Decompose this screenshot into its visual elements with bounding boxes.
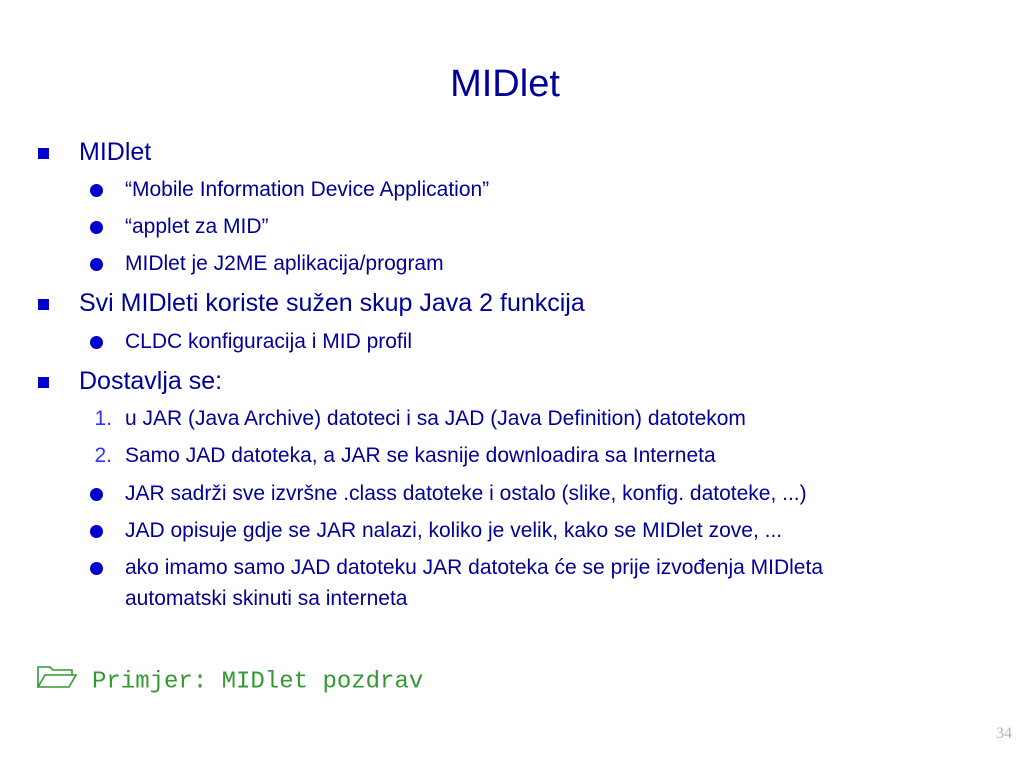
list-item bbox=[0, 443, 1024, 469]
page-number: 34 bbox=[996, 725, 1012, 742]
slide-title: MIDlet bbox=[450, 63, 560, 105]
round-bullet-icon bbox=[90, 562, 103, 575]
example-link-text: Primjer: MIDlet pozdrav bbox=[92, 668, 424, 696]
list-item bbox=[0, 177, 1024, 203]
list-item-text: JAR sadrži sve izvršne .class datoteke i ostalo (slike, konfig. datoteke, ...) bbox=[125, 482, 807, 505]
folder-icon bbox=[36, 663, 78, 699]
list-item bbox=[0, 214, 1024, 240]
list-item bbox=[0, 137, 1024, 167]
square-bullet-icon bbox=[38, 299, 49, 310]
list-item bbox=[0, 288, 1024, 318]
list-item bbox=[0, 251, 1024, 277]
list-item-text: “Mobile Information Device Application” bbox=[125, 178, 490, 201]
list-item-text: ako imamo samo JAD datoteku JAR datoteka će se prije izvođenja MIDleta bbox=[125, 556, 823, 579]
list-item-text: u JAR (Java Archive) datoteci i sa JAD (Java Definition) datotekom bbox=[125, 407, 746, 430]
list-item-text: CLDC konfiguracija i MID profil bbox=[125, 330, 413, 353]
list-item bbox=[0, 406, 1024, 432]
round-bullet-icon bbox=[90, 488, 103, 501]
list-item-text: Svi MIDleti koriste sužen skup Java 2 funkcija bbox=[79, 289, 585, 317]
square-bullet-icon bbox=[38, 377, 49, 388]
list-item bbox=[0, 329, 1024, 355]
list-item-number: 2. bbox=[94, 444, 112, 467]
list-item-text: MIDlet bbox=[79, 138, 152, 166]
list-item-text: Samo JAD datoteka, a JAR se kasnije downloadira sa Interneta bbox=[125, 444, 716, 467]
round-bullet-icon bbox=[90, 184, 103, 197]
list-item bbox=[0, 555, 1024, 613]
list-item-text: “applet za MID” bbox=[125, 215, 269, 238]
list-item-text: JAD opisuje gdje se JAR nalazi, koliko je velik, kako se MIDlet zove, ... bbox=[125, 519, 783, 542]
list-item-text: MIDlet je J2ME aplikacija/program bbox=[125, 252, 444, 275]
round-bullet-icon bbox=[90, 525, 103, 538]
round-bullet-icon bbox=[90, 336, 103, 349]
list-item bbox=[0, 366, 1024, 396]
list-item bbox=[0, 518, 1024, 544]
list-item bbox=[0, 481, 1024, 507]
round-bullet-icon bbox=[90, 221, 103, 234]
round-bullet-icon bbox=[90, 258, 103, 271]
list-item-text-continuation: automatski skinuti sa interneta bbox=[125, 587, 408, 610]
example-link[interactable] bbox=[36, 663, 423, 699]
list-item-text: Dostavlja se: bbox=[79, 367, 223, 395]
list-item-number: 1. bbox=[94, 407, 112, 430]
square-bullet-icon bbox=[38, 148, 49, 159]
